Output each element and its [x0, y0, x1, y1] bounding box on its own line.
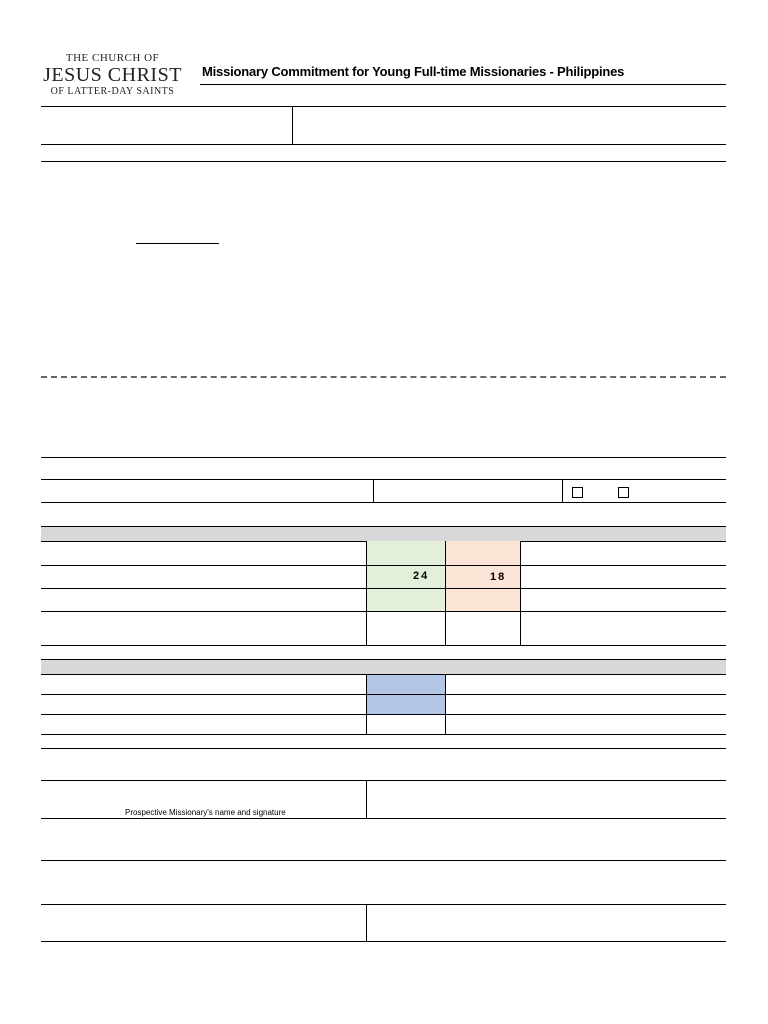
divider [41, 714, 726, 715]
divider [41, 941, 726, 942]
date-field[interactable] [367, 781, 726, 817]
divider [41, 588, 726, 589]
info-field-1[interactable] [41, 480, 373, 502]
divider [445, 674, 446, 734]
divider [41, 860, 726, 861]
green-value: 24 [413, 570, 430, 582]
divider [41, 611, 726, 612]
divider [366, 674, 367, 734]
checkbox-option-1[interactable] [572, 487, 583, 498]
orange-value: 18 [490, 571, 507, 583]
divider [41, 565, 726, 566]
divider [445, 541, 446, 646]
missionary-signature-label: Prospective Missionary's name and signature [125, 808, 286, 817]
divider [366, 541, 367, 646]
divider [41, 748, 726, 749]
divider [520, 541, 521, 646]
name-field[interactable] [41, 107, 292, 144]
title-underline [200, 84, 726, 85]
logo-line-2: JESUS CHRIST [43, 64, 182, 86]
leader-signature-field[interactable] [41, 905, 365, 941]
cut-line [41, 376, 726, 378]
divider [41, 694, 726, 695]
divider [562, 479, 563, 502]
section-header-1 [41, 526, 726, 542]
logo-line-3: OF LATTER-DAY SAINTS [50, 86, 175, 97]
id-field[interactable] [293, 107, 726, 144]
logo-line-1: THE CHURCH OF [65, 52, 160, 64]
blank-line-field[interactable] [136, 243, 219, 244]
divider [41, 144, 726, 145]
church-logo [40, 52, 185, 97]
orange-column [446, 541, 520, 611]
leader-date-field[interactable] [367, 905, 726, 941]
divider [41, 645, 726, 646]
divider [41, 734, 726, 735]
divider [41, 502, 726, 503]
green-column [367, 541, 445, 611]
checkbox-option-2[interactable] [618, 487, 629, 498]
info-field-2[interactable] [374, 480, 562, 502]
divider [41, 818, 726, 819]
form-title: Missionary Commitment for Young Full-time Missionaries - Philippines [202, 64, 625, 79]
divider [41, 457, 726, 458]
section-header-2 [41, 659, 726, 675]
divider [41, 161, 726, 162]
